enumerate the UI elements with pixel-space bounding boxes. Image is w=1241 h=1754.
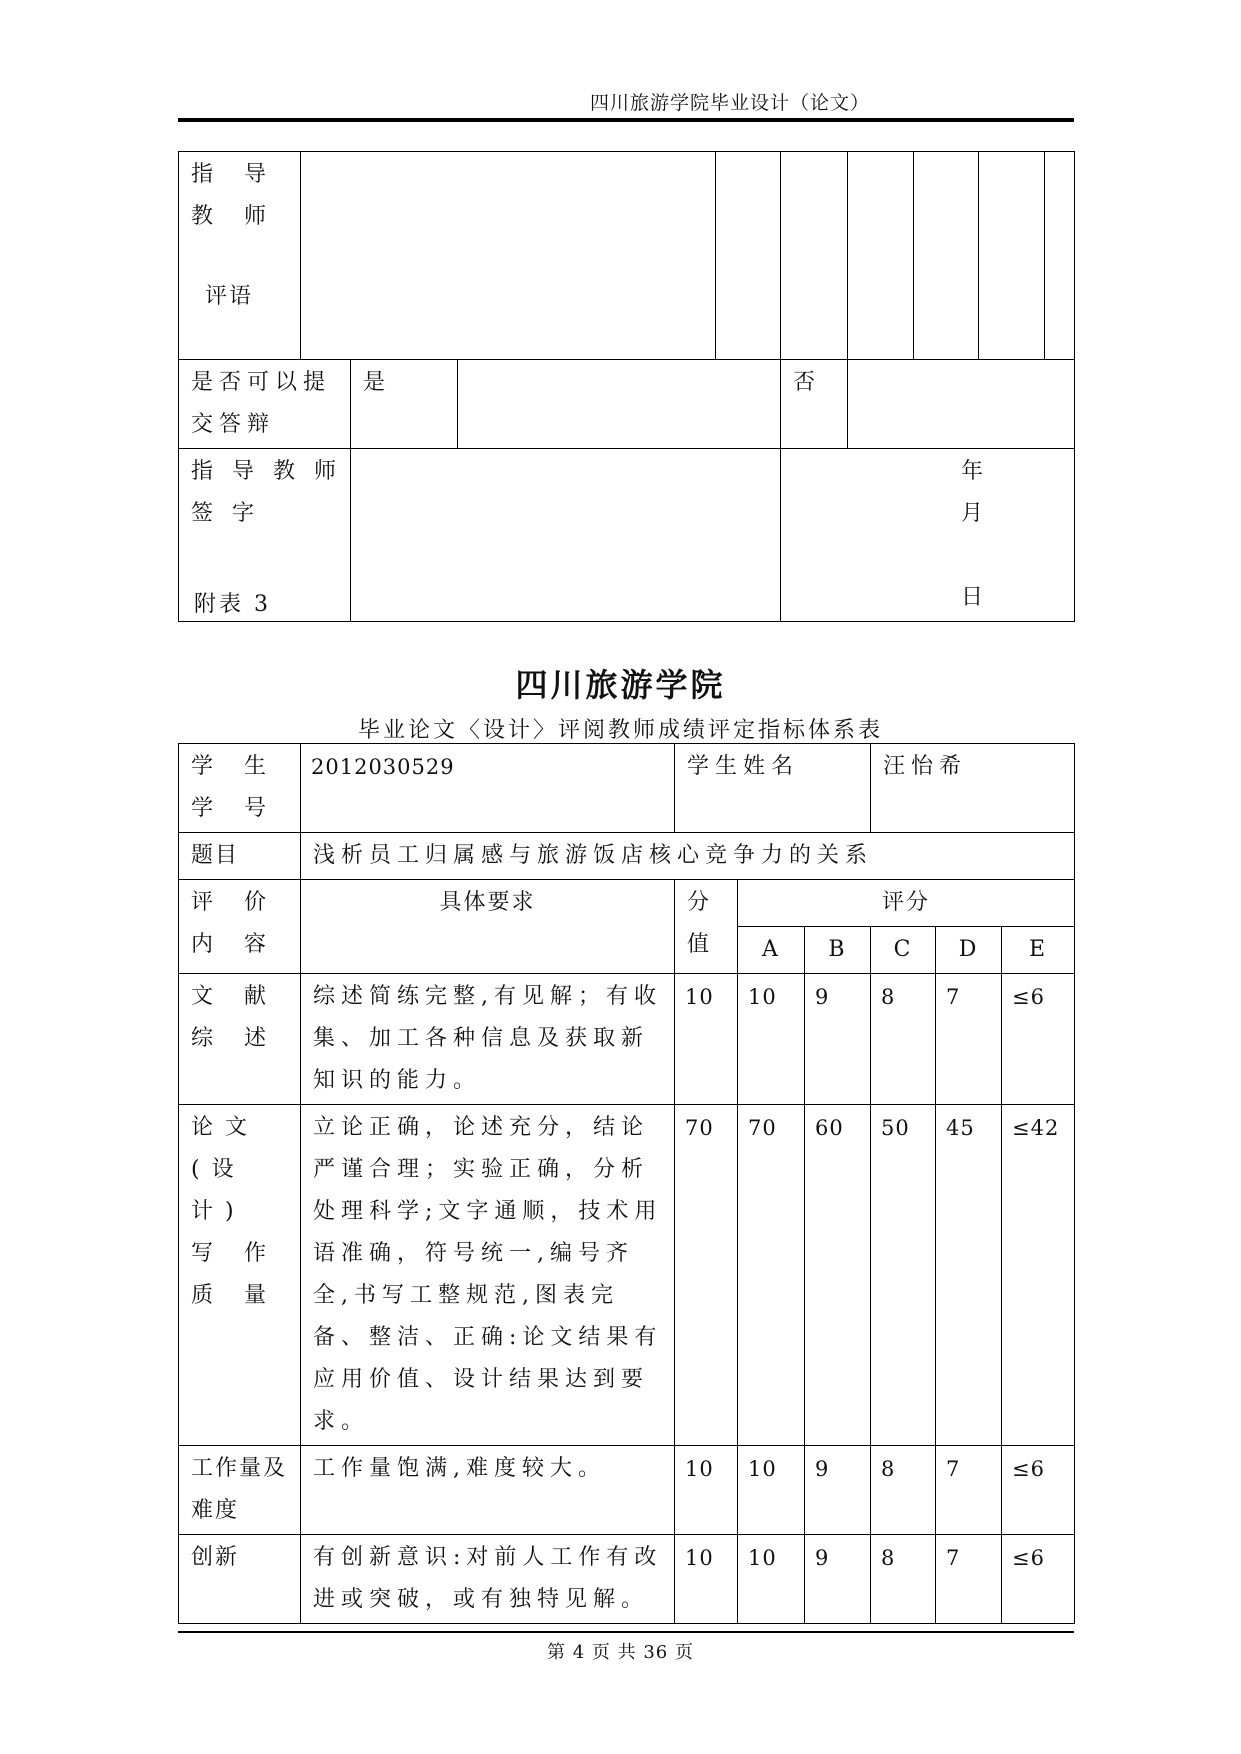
row-grade-a: 10 xyxy=(738,974,805,1105)
row-requirement: 综述简练完整,有见解；有收集、加工各种信息及获取新知识的能力。 xyxy=(301,974,675,1105)
header-rule xyxy=(178,118,1074,122)
row-item: 创新 xyxy=(179,1535,301,1624)
table-row xyxy=(179,974,1075,1105)
row-item: 论文(设计) 写 作 质 量 xyxy=(179,1105,301,1446)
row-grade-e: ≤42 xyxy=(1002,1105,1075,1446)
grade-header-e: E xyxy=(1002,927,1075,974)
table-row xyxy=(179,1535,1075,1624)
advisor-grade-cell-1 xyxy=(716,152,781,360)
row-grade-c: 8 xyxy=(871,974,936,1105)
row-requirement: 立论正确，论述充分，结论严谨合理；实验正确，分析处理科学;文字通顺，技术用语准确，符号统一,编号齐全,书写工整规范,图表完备、整洁、正确:论文结果有应用价值、设计结果达到要求。 xyxy=(301,1105,675,1446)
advisor-comment-label-line1: 指 导 教 师 xyxy=(191,162,278,229)
row-grade-d: 7 xyxy=(936,1535,1002,1624)
advisor-comment-label-line2: 评语 xyxy=(205,284,254,309)
defense-no-cell[interactable] xyxy=(848,360,1075,449)
document-subtitle: 毕业论文〈设计〉评阅教师成绩评定指标体系表 xyxy=(357,718,883,743)
date-year: 年 xyxy=(961,459,986,484)
footer-rule xyxy=(178,1631,1074,1633)
row-score: 70 xyxy=(675,1105,738,1446)
grade-header-b: B xyxy=(805,927,871,974)
advisor-grade-cell-4 xyxy=(914,152,979,360)
student-name-label: 学生姓名 xyxy=(675,744,871,833)
document-title: 四川旅游学院 xyxy=(515,666,726,704)
row-grade-c: 8 xyxy=(871,1446,936,1535)
row-grade-c: 8 xyxy=(871,1535,936,1624)
advisor-grade-cell-3 xyxy=(848,152,914,360)
evaluation-table xyxy=(178,743,1075,1624)
topic-value: 浅析员工归属感与旅游饭店核心竞争力的关系 xyxy=(301,833,1075,880)
row-score: 10 xyxy=(675,974,738,1105)
advisor-table xyxy=(178,151,1075,622)
topic-label: 题目 xyxy=(179,833,301,880)
signature-label: 指 导 教 师 签 字 xyxy=(179,449,351,622)
page-header-title: 四川旅游学院毕业设计（论文） xyxy=(590,92,871,114)
row-grade-e: ≤6 xyxy=(1002,1535,1075,1624)
page-number: 第 4 页 共 36 页 xyxy=(547,1642,694,1663)
advisor-grade-cell-6 xyxy=(1045,152,1075,360)
row-requirement: 工作量饱满,难度较大。 xyxy=(301,1446,675,1535)
table-row xyxy=(179,1446,1075,1535)
score-column-header: 分 值 xyxy=(675,880,738,974)
defense-yes-cell[interactable] xyxy=(458,360,781,449)
row-grade-b: 60 xyxy=(805,1105,871,1446)
row-grade-e: ≤6 xyxy=(1002,1446,1075,1535)
appendix-label: 附表 3 xyxy=(194,592,271,617)
advisor-grade-cell-5 xyxy=(979,152,1045,360)
row-grade-d: 45 xyxy=(936,1105,1002,1446)
student-id-value: 2012030529 xyxy=(301,744,675,833)
row-item: 工作量及难度 xyxy=(179,1446,301,1535)
row-score: 10 xyxy=(675,1446,738,1535)
advisor-comment-cell[interactable] xyxy=(301,152,716,360)
grade-header-d: D xyxy=(936,927,1002,974)
row-grade-a: 70 xyxy=(738,1105,805,1446)
advisor-comment-label xyxy=(179,152,301,360)
row-requirement: 有创新意识:对前人工作有改进或突破，或有独特见解。 xyxy=(301,1535,675,1624)
student-name-value: 汪怡希 xyxy=(871,744,1075,833)
row-grade-c: 50 xyxy=(871,1105,936,1446)
requirement-column-header: 具体要求 xyxy=(301,880,675,974)
table-row xyxy=(179,1105,1075,1446)
defense-label: 是否可以提交答辩 xyxy=(179,360,351,449)
row-grade-e: ≤6 xyxy=(1002,974,1075,1105)
row-score: 10 xyxy=(675,1535,738,1624)
defense-no-label: 否 xyxy=(781,360,848,449)
grade-header-c: C xyxy=(871,927,936,974)
signature-date xyxy=(781,449,1075,622)
grading-column-header: 评分 xyxy=(738,880,1075,927)
row-grade-b: 9 xyxy=(805,974,871,1105)
row-grade-d: 7 xyxy=(936,1446,1002,1535)
grade-header-a: A xyxy=(738,927,805,974)
date-day: 日 xyxy=(961,585,986,610)
student-id-label: 学 生 学 号 xyxy=(179,744,301,833)
row-grade-a: 10 xyxy=(738,1446,805,1535)
signature-cell[interactable] xyxy=(351,449,781,622)
row-grade-b: 9 xyxy=(805,1446,871,1535)
date-month: 月 xyxy=(961,501,986,526)
row-item: 文 献 综 述 xyxy=(179,974,301,1105)
row-grade-d: 7 xyxy=(936,974,1002,1105)
content-column-header: 评 价 内 容 xyxy=(179,880,301,974)
advisor-grade-cell-2 xyxy=(781,152,848,360)
row-grade-b: 9 xyxy=(805,1535,871,1624)
row-grade-a: 10 xyxy=(738,1535,805,1624)
defense-yes-label: 是 xyxy=(351,360,458,449)
